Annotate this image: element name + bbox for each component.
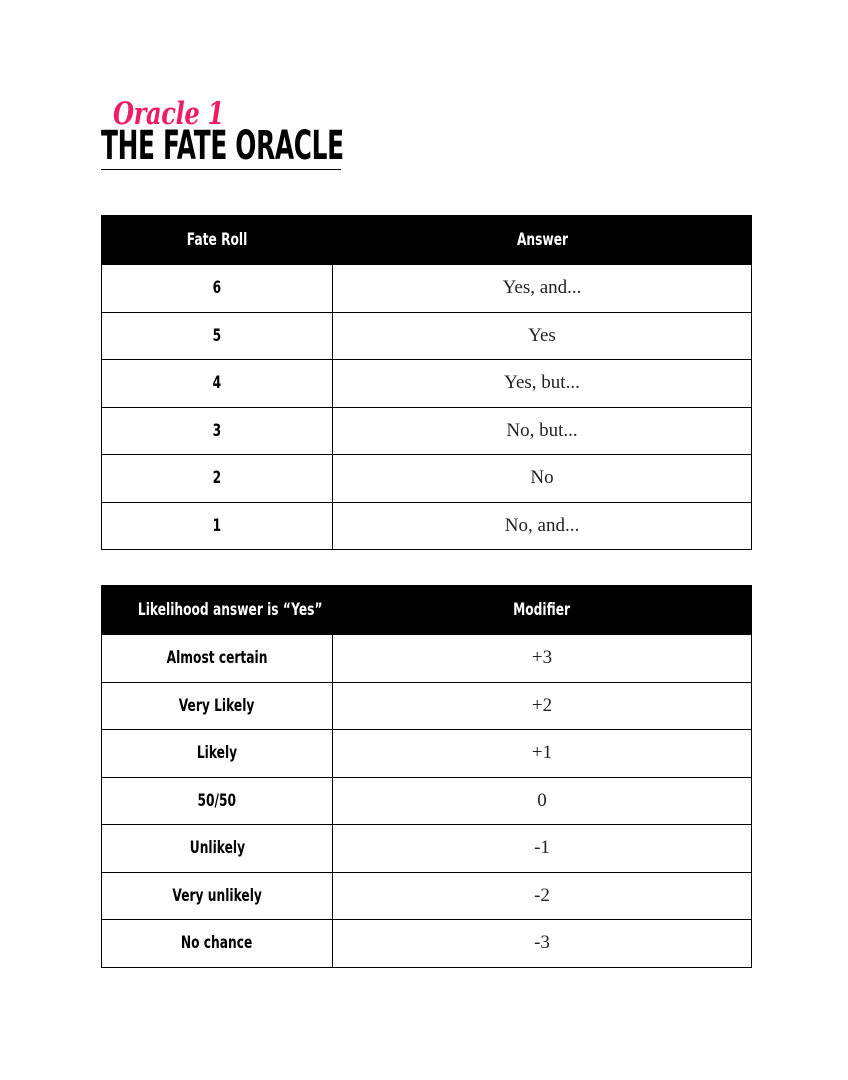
likelihood-cell: Almost certain [102, 635, 333, 683]
table-row [102, 635, 752, 683]
table-row [102, 730, 752, 778]
table-row [102, 502, 752, 550]
fate-roll-cell: 5 [102, 312, 333, 360]
likelihood-cell: Likely [102, 730, 333, 778]
table-row [102, 777, 752, 825]
table-row [102, 825, 752, 873]
column-header-likelihood: Likelihood answer is “Yes” [102, 586, 333, 635]
table-row [102, 265, 752, 313]
column-header-answer: Answer [333, 216, 752, 265]
likelihood-cell: 50/50 [102, 777, 333, 825]
fate-roll-cell: 2 [102, 455, 333, 503]
fate-roll-table [101, 215, 752, 550]
fate-roll-cell: 6 [102, 265, 333, 313]
page-title: THE FATE ORACLE [101, 123, 344, 169]
likelihood-cell: Unlikely [102, 825, 333, 873]
answer-cell: No, and... [333, 502, 752, 550]
answer-cell: Yes, but... [333, 360, 752, 408]
modifier-cell: -2 [333, 872, 752, 920]
modifier-cell: 0 [333, 777, 752, 825]
fate-roll-cell: 1 [102, 502, 333, 550]
table-header-row [102, 586, 752, 635]
modifier-cell: +3 [333, 635, 752, 683]
answer-cell: Yes, and... [333, 265, 752, 313]
modifier-cell: +1 [333, 730, 752, 778]
modifier-cell: +2 [333, 682, 752, 730]
answer-cell: No [333, 455, 752, 503]
oracle-subtitle: Oracle 1 [113, 96, 224, 132]
likelihood-cell: Very Likely [102, 682, 333, 730]
table-row [102, 312, 752, 360]
title-underline [101, 169, 341, 170]
likelihood-cell: Very unlikely [102, 872, 333, 920]
table-header-row [102, 216, 752, 265]
table-row [102, 872, 752, 920]
likelihood-table [101, 585, 752, 968]
modifier-cell: -1 [333, 825, 752, 873]
table-row [102, 407, 752, 455]
table-row [102, 455, 752, 503]
answer-cell: No, but... [333, 407, 752, 455]
table-row [102, 920, 752, 968]
likelihood-cell: No chance [102, 920, 333, 968]
table-row [102, 360, 752, 408]
fate-roll-cell: 3 [102, 407, 333, 455]
answer-cell: Yes [333, 312, 752, 360]
column-header-modifier: Modifier [333, 586, 752, 635]
column-header-fate-roll: Fate Roll [102, 216, 333, 265]
modifier-cell: -3 [333, 920, 752, 968]
page-heading [101, 96, 361, 176]
table-row [102, 682, 752, 730]
fate-roll-cell: 4 [102, 360, 333, 408]
